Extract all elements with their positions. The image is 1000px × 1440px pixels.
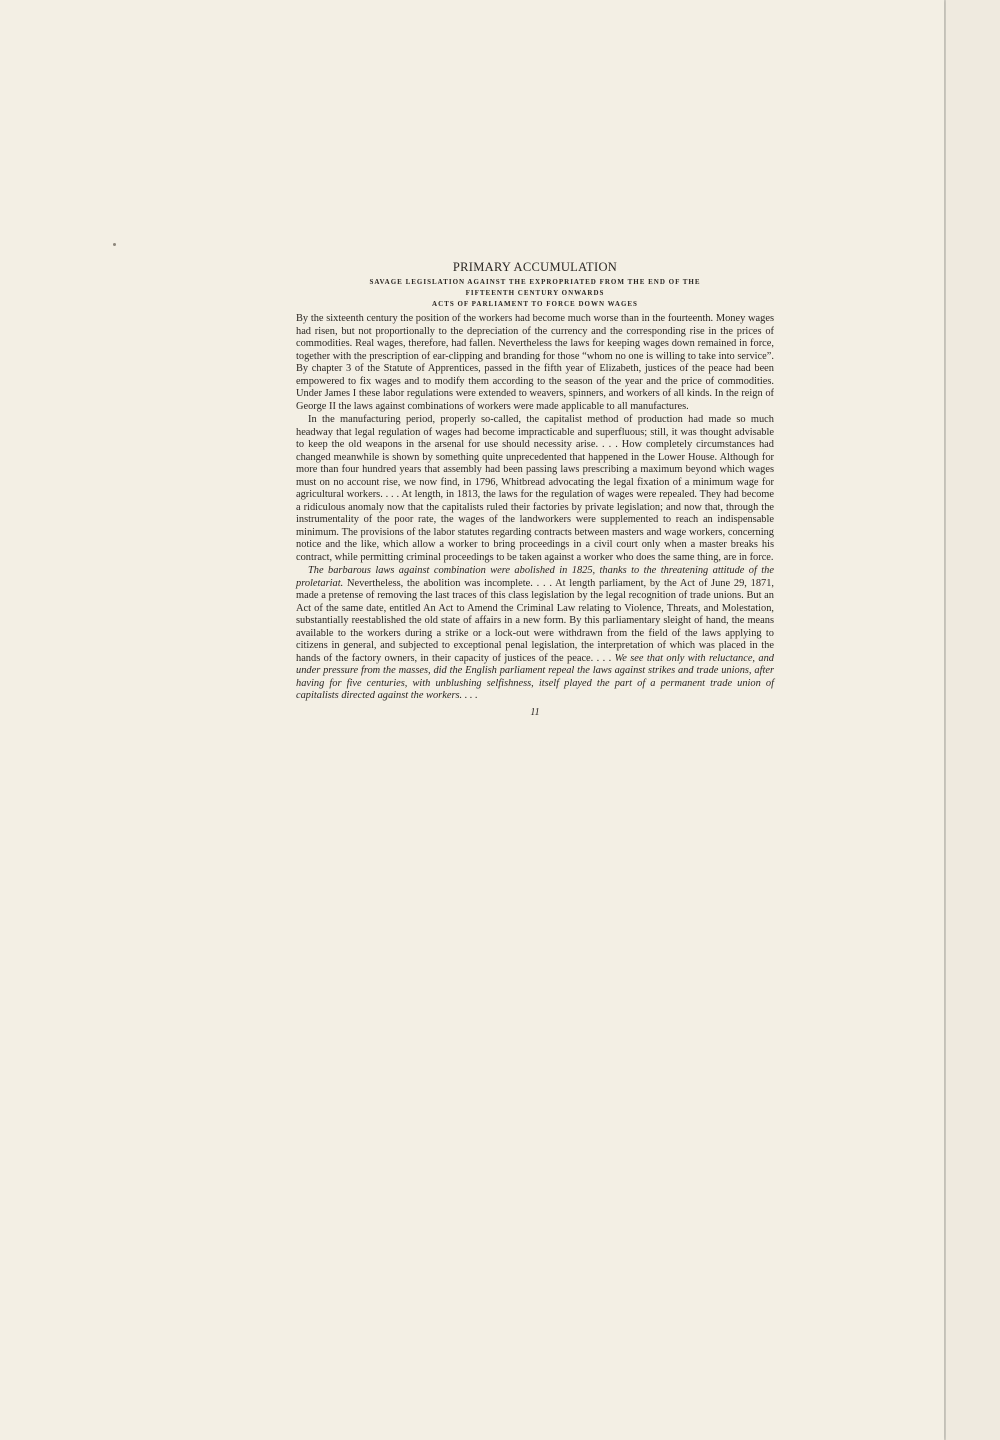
page-title: PRIMARY ACCUMULATION [452, 260, 618, 274]
paragraph-3-italic-closing: We see that only with reluctance, and under pressure from the masses, did the English parliament repeal the laws against strikes and trade unions, after having for five centuries, with unblushing selfishness, itself played the part of a permanent trade union of capitalists directed against the workers. . . . [296, 652, 774, 701]
text-block [296, 260, 774, 718]
subtitle-line-3: ACTS OF PARLIAMENT TO FORCE DOWN WAGES [432, 300, 638, 308]
adjacent-page-edge [946, 0, 1000, 1440]
paragraph-3 [296, 565, 774, 703]
subtitle-line-2: FIFTEENTH CENTURY ONWARDS [465, 289, 605, 297]
paragraph-1: By the sixteenth century the position of the workers had become much worse than in the fourteenth. Money wages had risen, but not proportionally to the depreciation of the currency and the corresponding rise in the prices of commodities. Real wages, therefore, had fallen. Nevertheless the laws for keeping wages down remained in force, together with the prescription of ear-clipping and branding for those “whom no one is willing to take into service”. By chapter 3 of the Statute of Apprentices, passed in the fifth year of Elizabeth, justices of the peace had been empowered to fix wages and to modify them according to the season of the year and the price of commodities. Under James I these labor regulations were extended to weavers, spinners, and workers of all kinds. In the reign of George II the laws against combinations of workers were made applicable to all manufactures. [296, 313, 774, 412]
paper-speck [113, 243, 116, 246]
paragraph-2: In the manufacturing period, properly so-called, the capitalist method of production had made so much headway that legal regulation of wages had become impracticable and superfluous; still, it was thought advisable to keep the old weapons in the arsenal for use should necessity arise. . . . How completely circumstances had changed meanwhile is shown by something quite unprecedented that happened in the Lower House. Although for more than four hundred years that assembly had been passing laws prescribing a maximum beyond which wages must on no account rise, we now find, in 1796, Whitbread advocating the legal fixation of a minimum wage for agricultural workers. . . . At length, in 1813, the laws for the regulation of wages were repealed. They had become a ridiculous anomaly now that the capitalists ruled their factories by private legislation; and now that, through the instrumentality of the poor rate, the wages of the landworkers were supplemented to reach an indispensable minimum. The provisions of the labor statutes regarding contracts between masters and wage workers, concerning notice and the like, which allow a worker to bring proceedings in a civil court only when a master breaks his contract, while permitting criminal proceedings to be taken against a worker who does the same thing, are in force. [296, 414, 774, 563]
page-number: 11 [530, 706, 540, 718]
paragraph-3-italic-opening: The barbarous laws against combination were abolished in 1825, thanks to the threatening attitude of the proletariat. [296, 565, 774, 589]
paragraph-3-roman: Nevertheless, the abolition was incomplete. . . . At length parliament, by the Act of June 29, 1871, made a pretense of removing the last traces of this class legislation by the legal recognition of trade unions. But an Act of the same date, entitled An Act to Amend the Criminal Law relating to Violence, Threats, and Molestation, substantially reestablished the old state of affairs in a new form. By this parliamentary sleight of hand, the means available to the workers during a strike or a lock-out were withdrawn from the field of the laws applying to citizens in general, and subjected to exceptional penal legislation, the interpretation of which was placed in the hands of the factory owners, in their capacity of justices of the peace. . . . [296, 577, 774, 664]
subtitle-line-1: SAVAGE LEGISLATION AGAINST THE EXPROPRIATED FROM THE END OF THE [369, 278, 701, 286]
